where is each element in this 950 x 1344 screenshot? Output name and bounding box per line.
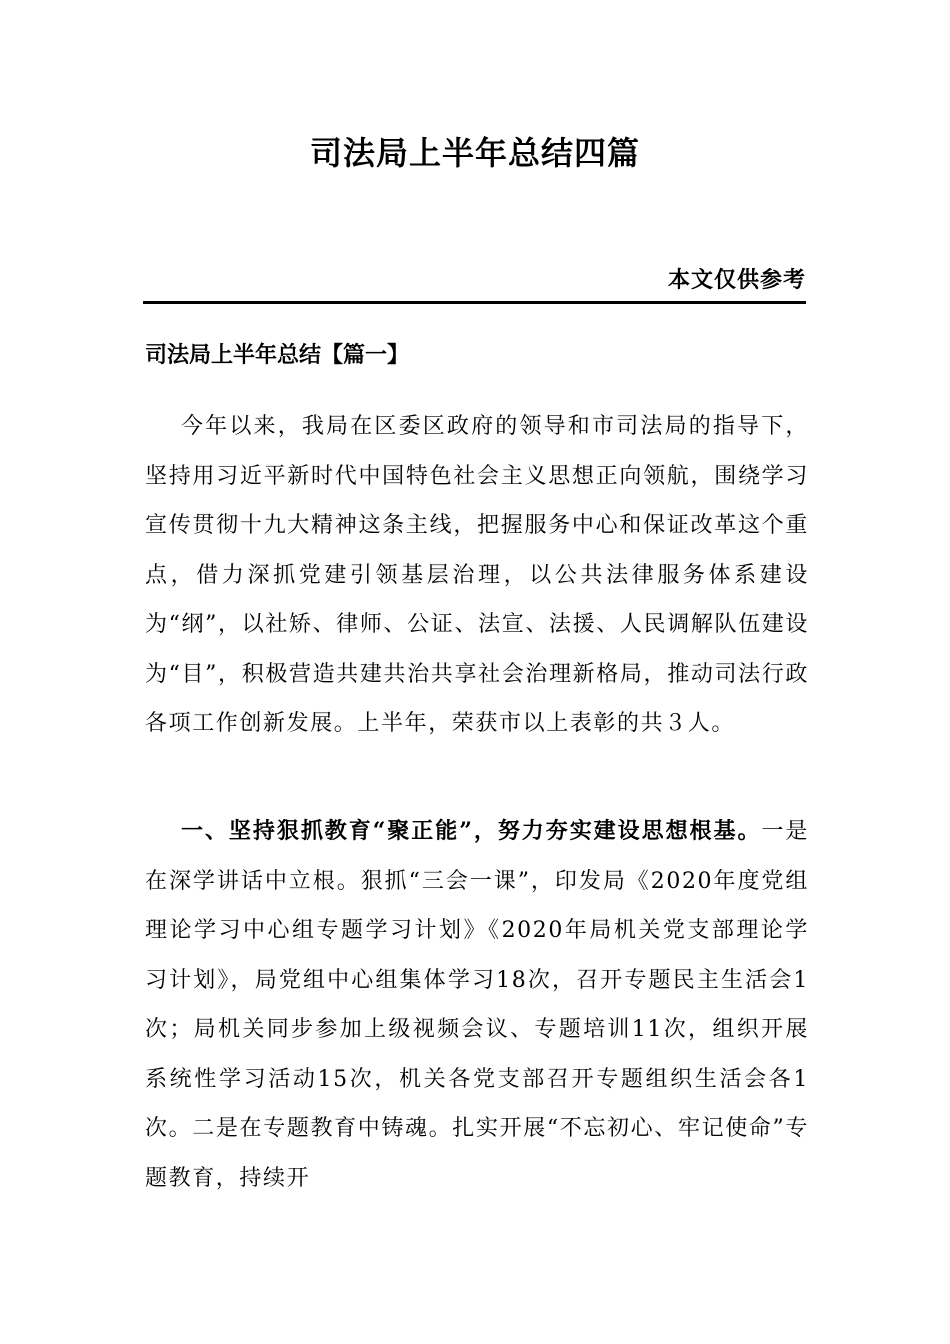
document-title: 司法局上半年总结四篇 <box>309 134 640 172</box>
header-divider <box>143 301 806 304</box>
reference-note: 本文仅供参考 <box>667 267 806 293</box>
section-heading: 司法局上半年总结【篇一】 <box>145 342 410 368</box>
body-paragraph-1: 今年以来，我局在区委区政府的领导和市司法局的指导下，坚持用习近平新时代中国特色社会主义思想正向领航，围绕学习宣传贯彻十九大精神这条主线，把握服务中心和保证改革这个重点，借力深抓党建引领基层治理，以公共法律服务体系建设为“纲”，以社矫、律师、公证、法宣、法援、人民调解队伍建设为“目”，积极营造共建共治共享社会治理新格局，推动司法行政各项工作创新发展。上半年，荣获市以上表彰的共３人。 <box>145 414 809 736</box>
body-paragraph-2 <box>145 807 809 1203</box>
paragraph-2-lead-heading: 一、坚持狠抓教育“聚正能”，努力夯实建设思想根基。 <box>181 818 762 844</box>
paragraph-2-body: 一是在深学讲话中立根。狠抓“三会一课”，印发局《2020年度党组理论学习中心组专题学习计划》《2020年局机关党支部理论学习计划》，局党组中心组集体学习18次，召开专题民主生活会1次；局机关同步参加上级视频会议、专题培训11次，组织开展系统性学习活动15次，机关各党支部召开专题组织生活会各1次。二是在专题教育中铸魂。扎实开展“不忘初心、牢记使命”专题教育，持续开 <box>145 819 810 1191</box>
